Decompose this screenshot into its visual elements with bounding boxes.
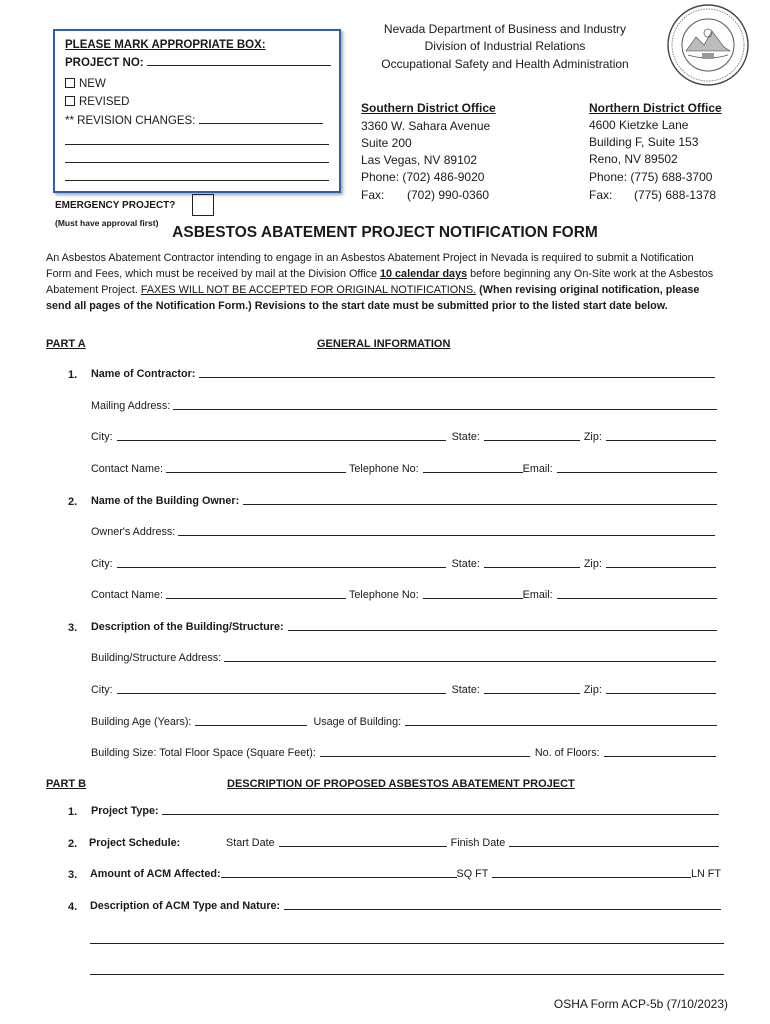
part-a-heading: GENERAL INFORMATION (317, 338, 451, 350)
contractor-zip-field[interactable] (606, 440, 716, 441)
revised-row (65, 96, 130, 108)
owner-address-row (91, 526, 715, 538)
lnft-label: LN FT (691, 868, 721, 880)
part-b-q1-num: 1. (68, 806, 78, 818)
building-usage-field[interactable] (405, 725, 717, 726)
owner-name-label: Name of the Building Owner: (91, 495, 240, 507)
southern-address2: Suite 200 (361, 136, 412, 150)
contractor-city-field[interactable] (117, 440, 446, 441)
northern-address1: 4600 Kietzke Lane (589, 118, 689, 132)
part-b-q3-num: 3. (68, 869, 78, 881)
new-label: NEW (79, 78, 106, 90)
contact-name-label: Contact Name: (91, 463, 164, 475)
acm-description-row (90, 900, 721, 912)
owner-contact-field[interactable] (166, 598, 346, 599)
intro-text-1: An Asbestos Abatement Contractor intending to engage in an Asbestos Abatement Project in Nevada is required to submit a Notification Form and Fees, which must be received by mail at the Division Office (46, 252, 694, 280)
acm-amount-row (90, 868, 721, 880)
building-usage-label: Usage of Building: (313, 716, 402, 728)
owner-zip-field[interactable] (606, 567, 716, 568)
start-date-label: Start Date (226, 837, 275, 849)
contractor-telephone-field[interactable] (423, 472, 523, 473)
owner-address-field[interactable] (178, 535, 715, 536)
state-label: State: (451, 558, 480, 570)
project-no-label: PROJECT NO: (65, 57, 144, 69)
telephone-label: Telephone No: (349, 589, 419, 601)
structure-state-field[interactable] (484, 693, 580, 694)
floors-field[interactable] (604, 756, 716, 757)
owner-contact-row (91, 589, 717, 601)
revision-changes-field[interactable] (199, 114, 323, 124)
mailing-address-row (91, 400, 717, 412)
part-a-q2-num: 2. (68, 496, 78, 508)
part-a-q1-num: 1. (68, 369, 78, 381)
owner-city-row (91, 558, 716, 570)
acm-description-label: Description of ACM Type and Nature: (90, 900, 281, 912)
telephone-label: Telephone No: (349, 463, 419, 475)
northern-address2: Building F, Suite 153 (589, 135, 699, 149)
revised-checkbox[interactable] (65, 96, 75, 106)
revision-changes-label: ** REVISION CHANGES: (65, 115, 196, 127)
agency-line-2: Division of Industrial Relations (424, 39, 586, 53)
contractor-contact-field[interactable] (166, 472, 346, 473)
intro-text-2: before beginning any On-Site work at the Asbestos Abatement Project. (46, 268, 714, 296)
mailing-address-field[interactable] (173, 409, 717, 410)
emergency-label: EMERGENCY PROJECT? (55, 200, 176, 211)
state-label: State: (451, 431, 480, 443)
part-b-label: PART B (46, 778, 87, 790)
northern-fax: (775) 688-1378 (634, 188, 717, 202)
southern-phone: Phone: (702) 486-9020 (361, 170, 485, 184)
zip-label: Zip: (583, 558, 602, 570)
structure-address-row (91, 652, 716, 664)
structure-city-field[interactable] (117, 693, 446, 694)
start-date-field[interactable] (279, 846, 447, 847)
contractor-email-field[interactable] (557, 472, 717, 473)
acm-lnft-field[interactable] (492, 877, 691, 878)
form-title: ASBESTOS ABATEMENT PROJECT NOTIFICATION FORM (172, 224, 598, 241)
email-label: Email: (522, 589, 553, 601)
contractor-name-field[interactable] (199, 377, 715, 378)
building-age-field[interactable] (195, 725, 307, 726)
intro-faxes: FAXES WILL NOT BE ACCEPTED FOR ORIGINAL NOTIFICATIONS. (140, 284, 477, 296)
state-seal-icon (666, 3, 750, 87)
revised-label: REVISED (79, 96, 130, 108)
contractor-contact-row (91, 463, 717, 475)
zip-label: Zip: (583, 684, 602, 696)
revision-line-1[interactable] (65, 144, 329, 145)
building-size-row (91, 747, 716, 759)
email-label: Email: (522, 463, 553, 475)
finish-date-label: Finish Date (450, 837, 506, 849)
revision-line-3[interactable] (65, 180, 329, 181)
building-size-label: Building Size: Total Floor Space (Square Feet): (91, 747, 316, 759)
sqft-label: SQ FT (456, 868, 489, 880)
emergency-note: (Must have approval first) (55, 218, 159, 228)
owner-name-field[interactable] (243, 504, 717, 505)
contractor-name-label: Name of Contractor: (91, 368, 196, 380)
new-checkbox[interactable] (65, 78, 75, 88)
structure-address-label: Building/Structure Address: (91, 652, 222, 664)
part-a-label: PART A (46, 338, 86, 350)
structure-address-field[interactable] (224, 661, 716, 662)
agency-line-3: Occupational Safety and Health Administration (381, 57, 629, 71)
project-no-field[interactable] (147, 56, 331, 66)
city-label: City: (91, 684, 113, 696)
form-footer: OSHA Form ACP-5b (7/10/2023) (553, 997, 728, 1011)
southern-fax: (702) 990-0360 (407, 188, 490, 202)
owner-city-field[interactable] (117, 567, 446, 568)
acm-description-line-2[interactable] (90, 943, 724, 944)
southern-city: Las Vegas, NV 89102 (361, 153, 478, 167)
project-type-field[interactable] (162, 814, 719, 815)
structure-description-row (91, 621, 717, 633)
acm-sqft-field[interactable] (221, 877, 457, 878)
city-label: City: (91, 431, 113, 443)
southern-office-title: Southern District Office (361, 101, 496, 115)
part-a-q3-num: 3. (68, 622, 78, 634)
building-age-row (91, 716, 717, 728)
part-b-heading: DESCRIPTION OF PROPOSED ASBESTOS ABATEMENT PROJECT (227, 778, 575, 790)
owner-state-field[interactable] (484, 567, 580, 568)
contact-name-label: Contact Name: (91, 589, 164, 601)
city-label: City: (91, 558, 113, 570)
southern-fax-label: Fax: (361, 188, 385, 202)
structure-description-field[interactable] (288, 630, 717, 631)
markbox-heading: PLEASE MARK APPROPRIATE BOX: (65, 39, 266, 51)
intro-days: 10 calendar days (380, 268, 468, 280)
southern-address1: 3360 W. Sahara Avenue (361, 119, 491, 133)
northern-fax-label: Fax: (589, 188, 613, 202)
building-size-field[interactable] (320, 756, 530, 757)
owner-email-field[interactable] (557, 598, 717, 599)
contractor-name-row (91, 368, 715, 380)
intro-text-3: (When revising original notification, please send all pages of the Notification Form.) Revisions to the start date must be submitted prior to the listed start date below. (46, 284, 700, 312)
project-type-row (91, 805, 719, 817)
mark-box (53, 29, 341, 193)
new-row (65, 78, 106, 90)
structure-city-row (91, 684, 716, 696)
project-no-row (65, 56, 331, 69)
owner-address-label: Owner's Address: (91, 526, 176, 538)
acm-amount-label: Amount of ACM Affected: (90, 868, 221, 880)
intro-paragraph (46, 250, 716, 314)
project-type-label: Project Type: (91, 805, 159, 817)
owner-name-row (91, 495, 717, 507)
floors-label: No. of Floors: (534, 747, 600, 759)
acm-description-line-3[interactable] (90, 974, 724, 975)
northern-city: Reno, NV 89502 (589, 152, 678, 166)
project-schedule-row (89, 837, 719, 849)
revision-changes-row (65, 114, 323, 127)
building-age-label: Building Age (Years): (91, 716, 192, 728)
acm-description-field[interactable] (284, 909, 721, 910)
contractor-state-field[interactable] (484, 440, 580, 441)
northern-office-title: Northern District Office (589, 101, 722, 115)
agency-line-1: Nevada Department of Business and Industry (383, 22, 627, 36)
zip-label: Zip: (583, 431, 602, 443)
structure-description-label: Description of the Building/Structure: (91, 621, 284, 633)
northern-phone: Phone: (775) 688-3700 (589, 170, 713, 184)
revision-line-2[interactable] (65, 162, 329, 163)
contractor-city-row (91, 431, 716, 443)
owner-telephone-field[interactable] (423, 598, 523, 599)
part-b-q2-num: 2. (68, 838, 78, 850)
state-label: State: (451, 684, 480, 696)
structure-zip-field[interactable] (606, 693, 716, 694)
mailing-address-label: Mailing Address: (91, 400, 171, 412)
project-schedule-label: Project Schedule: (89, 837, 181, 849)
part-b-q4-num: 4. (68, 901, 78, 913)
emergency-checkbox[interactable] (192, 194, 214, 216)
finish-date-field[interactable] (509, 846, 719, 847)
